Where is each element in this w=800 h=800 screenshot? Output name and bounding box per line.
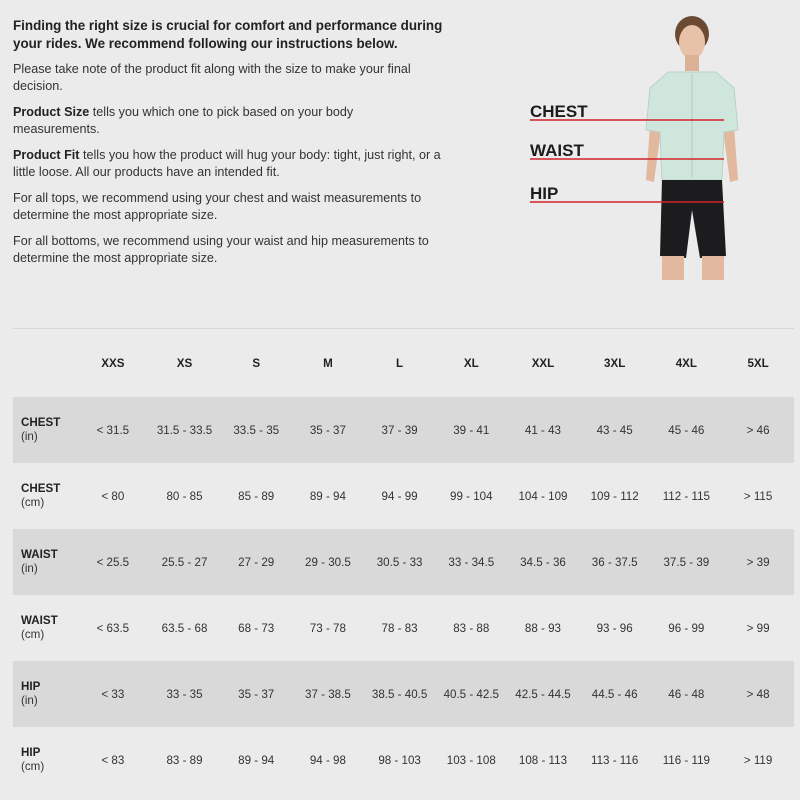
table-cell: 31.5 - 33.5 <box>149 397 221 463</box>
intro-paragraph-product-size <box>13 104 443 138</box>
table-cell: < 31.5 <box>77 397 149 463</box>
table-cell: 43 - 45 <box>579 397 651 463</box>
row-label <box>13 397 77 463</box>
intro-paragraph-fit-note: Please take note of the product fit along with the size to make your final decision. <box>13 62 411 93</box>
table-cell: 38.5 - 40.5 <box>364 661 436 727</box>
table-cell: 98 - 103 <box>378 753 421 767</box>
product-size-description: tells you which one to pick based on your body measurements. <box>13 105 354 136</box>
intro-paragraph-bottoms: For all bottoms, we recommend using your waist and hip measurements to determine the most appropriate size. <box>13 234 429 265</box>
table-row-waist-in <box>13 529 794 595</box>
table-cell: < 63.5 <box>96 621 130 635</box>
product-fit-description: tells you how the product will hug your body: tight, just right, or a little loose. All our products have an intended fit. <box>13 148 441 179</box>
table-cell: 93 - 96 <box>596 621 633 635</box>
row-measure-unit: (in) <box>21 694 38 707</box>
table-cell: 99 - 104 <box>450 489 493 503</box>
table-cell: 104 - 109 <box>518 489 568 503</box>
table-cell: 108 - 113 <box>518 753 568 767</box>
table-cell: 40.5 - 42.5 <box>435 661 507 727</box>
table-cell: 63.5 - 68 <box>161 621 208 635</box>
row-measure-name: CHEST <box>21 482 61 495</box>
table-cell: 88 - 93 <box>524 621 562 635</box>
table-row-hip-cm <box>13 727 794 793</box>
row-measure-name: HIP <box>21 746 41 759</box>
table-cell: 112 - 115 <box>662 489 710 503</box>
table-cell: > 48 <box>722 661 794 727</box>
table-cell: 85 - 89 <box>238 489 275 503</box>
row-measure-unit: (cm) <box>21 760 45 773</box>
row-measure-name: WAIST <box>21 614 58 627</box>
size-header-l: L <box>396 356 404 370</box>
table-cell: 89 - 94 <box>309 489 346 503</box>
table-cell: 45 - 46 <box>651 397 723 463</box>
model-right-leg <box>702 256 724 280</box>
table-cell: < 33 <box>77 661 149 727</box>
row-measure-name: WAIST <box>21 548 58 561</box>
row-measure-unit: (cm) <box>21 496 45 509</box>
row-measure-name: HIP <box>21 680 41 693</box>
model-head <box>679 25 705 59</box>
size-header-xs: XS <box>176 356 193 370</box>
table-cell: 80 - 85 <box>166 489 203 503</box>
table-cell: 96 - 99 <box>668 621 705 635</box>
table-cell: 39 - 41 <box>435 397 507 463</box>
intro-text <box>13 17 443 276</box>
table-cell: 33 - 35 <box>149 661 221 727</box>
table-cell: > 46 <box>722 397 794 463</box>
table-cell: 37 - 39 <box>364 397 436 463</box>
header-empty-cell <box>13 329 77 397</box>
table-row-chest-cm <box>13 463 794 529</box>
table-cell: 35 - 37 <box>292 397 364 463</box>
table-cell: > 99 <box>746 621 770 635</box>
table-cell: 37.5 - 39 <box>651 529 723 595</box>
table-cell: 35 - 37 <box>220 661 292 727</box>
table-cell: 94 - 99 <box>381 489 418 503</box>
size-header-row <box>13 329 794 397</box>
table-cell: 37 - 38.5 <box>292 661 364 727</box>
size-header-xxl: XXL <box>531 356 555 370</box>
row-label <box>13 661 77 727</box>
table-row-chest-in <box>13 397 794 463</box>
table-cell: < 25.5 <box>77 529 149 595</box>
intro-paragraph-tops: For all tops, we recommend using your chest and waist measurements to determine the most appropriate size. <box>13 191 422 222</box>
table-cell: 113 - 116 <box>591 753 639 767</box>
table-cell: 103 - 108 <box>446 753 496 767</box>
hip-label: HIP <box>530 184 559 203</box>
model-neck <box>685 55 699 71</box>
row-label <box>13 595 77 661</box>
table-cell: 78 - 83 <box>381 621 418 635</box>
table-row-hip-in <box>13 661 794 727</box>
table-cell: 42.5 - 44.5 <box>507 661 579 727</box>
model-left-leg <box>662 256 684 280</box>
table-cell: 116 - 119 <box>662 753 710 767</box>
intro-headline: Finding the right size is crucial for comfort and performance during your rides. We recommend following our instructions below. <box>13 18 443 51</box>
table-cell: > 115 <box>743 489 773 503</box>
size-chart-table <box>13 329 794 793</box>
table-cell: > 119 <box>743 753 773 767</box>
table-cell: 68 - 73 <box>238 621 275 635</box>
intro-paragraph-product-fit <box>13 147 443 181</box>
size-header-s: S <box>252 356 261 370</box>
table-row-waist-cm <box>13 595 794 661</box>
size-header-5xl: 5XL <box>747 356 769 370</box>
table-cell: 33.5 - 35 <box>220 397 292 463</box>
table-cell: 83 - 89 <box>166 753 203 767</box>
table-cell: 27 - 29 <box>220 529 292 595</box>
table-cell: 41 - 43 <box>507 397 579 463</box>
table-cell: 34.5 - 36 <box>507 529 579 595</box>
model-illustration <box>528 10 748 280</box>
size-header-4xl: 4XL <box>675 356 697 370</box>
model-shorts <box>660 180 726 258</box>
row-measure-unit: (in) <box>21 430 38 443</box>
table-cell: 89 - 94 <box>238 753 275 767</box>
table-cell: 33 - 34.5 <box>435 529 507 595</box>
table-cell: 73 - 78 <box>309 621 346 635</box>
product-fit-term: Product Fit <box>13 148 80 162</box>
size-header-3xl: 3XL <box>604 356 626 370</box>
row-label <box>13 463 77 529</box>
size-header-xl: XL <box>463 356 479 370</box>
table-cell: 46 - 48 <box>651 661 723 727</box>
table-cell: 25.5 - 27 <box>149 529 221 595</box>
measurement-figure <box>528 10 748 280</box>
row-label <box>13 727 77 793</box>
size-header-m: M <box>323 356 333 370</box>
product-size-term: Product Size <box>13 105 90 119</box>
table-cell: < 80 <box>101 489 125 503</box>
table-cell: 29 - 30.5 <box>292 529 364 595</box>
chest-label: CHEST <box>530 102 588 121</box>
size-header-xxs: XXS <box>101 356 125 370</box>
row-measure-unit: (in) <box>21 562 38 575</box>
table-cell: 94 - 98 <box>309 753 346 767</box>
waist-label: WAIST <box>530 141 584 160</box>
table-cell: 109 - 112 <box>590 489 639 503</box>
row-measure-name: CHEST <box>21 416 61 429</box>
table-cell: < 83 <box>101 753 125 767</box>
table-cell: > 39 <box>722 529 794 595</box>
row-measure-unit: (cm) <box>21 628 45 641</box>
table-cell: 30.5 - 33 <box>364 529 436 595</box>
table-cell: 83 - 88 <box>453 621 490 635</box>
table-cell: 36 - 37.5 <box>579 529 651 595</box>
row-label <box>13 529 77 595</box>
table-cell: 44.5 - 46 <box>579 661 651 727</box>
